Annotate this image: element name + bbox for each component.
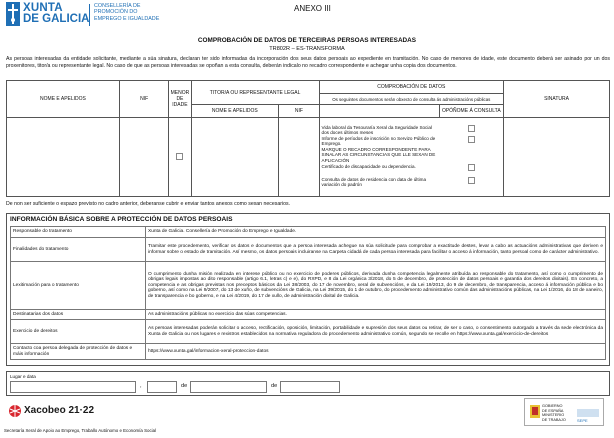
day-separator: de	[181, 383, 188, 389]
minor-cell	[169, 118, 191, 197]
doc-item: Certificado de discapacidade ou dependencia.	[321, 164, 416, 169]
month-field[interactable]	[190, 381, 267, 393]
sepe-label: SEPE	[577, 418, 588, 423]
col-oppose-header: OPÓÑOME Á CONSULTA	[439, 105, 504, 118]
month-separator: de	[271, 383, 278, 389]
info-key: Destinatarias dos datos	[11, 310, 146, 320]
info-value: As administracións públicas no exercicio das súas competencias.	[146, 310, 606, 320]
signature-cell[interactable]	[504, 118, 610, 197]
oppose-checkbox[interactable]	[468, 164, 475, 171]
info-value: As persoas interesadas poderán solicitar o acceso, rectificación, oposición, limitación, portabilidade e supresión dos seus datos ou retirar, de ser o caso, o consentimento outorgado a través da sede electrónica da Xunta de Galicia ou nos lugares e rexistros establecidos na normativa reguladora do procedemento administrativo común, segundo se recolle en https://www.xunta.gal/exercicio-de-dereitos	[146, 320, 606, 344]
spain-shield-icon	[530, 405, 540, 418]
minor-checkbox[interactable]	[176, 153, 183, 160]
page-header	[6, 2, 608, 32]
col-guardian-name-header: NOME E APELIDOS	[191, 105, 279, 118]
page-title: COMPROBACIÓN DE DATOS DE TERCEIRAS PERSOAS INTERESADAS	[197, 37, 417, 44]
oppose-checkbox[interactable]	[468, 125, 475, 132]
sepe-mark	[577, 409, 599, 417]
oppose-checkbox[interactable]	[468, 177, 475, 184]
xacobeo-logo: Xacobeo 21·22	[8, 404, 118, 418]
place-separator: ,	[140, 383, 142, 389]
place-field[interactable]	[10, 381, 136, 393]
col-sign-header: SINATURA	[504, 81, 610, 118]
xacobeo-shell-icon	[8, 404, 22, 418]
col-minor-header: MENOR DE IDADE	[169, 81, 191, 118]
nif-cell[interactable]	[119, 118, 168, 197]
footer-secretaria: Secretaría Xeral de Apoio ao Emprego, Traballo Autónomo e Economía Social	[4, 428, 157, 433]
info-key: Exercicio de dereitos	[11, 320, 146, 344]
intro-paragraph: As persoas interesadas da entidade solicitante, mediante a súa sinatura, declaran ter sido informadas da incorporación dos seus datos persoais ao expediente en tramitación. No caso de menores de idade, este documento deberá ser asinado por un dos proxenitores, titor/a ou representante legal. No caso de que as persoas interesadas se opoñan a esta consulta, deberán indicalo no recadro correspondente e achegar unha copia dos documentos.	[6, 56, 610, 69]
page-subtitle: TR802R – ES-TRANSFORMA	[269, 46, 345, 52]
col-nif-header: NIF	[119, 81, 168, 118]
doc-item: Vida laboral da Tesouraría Xeral da Seguridade Social dos doces últimos meses	[321, 125, 432, 136]
doc-column	[319, 105, 439, 118]
info-key: Responsable do tratamento	[11, 227, 146, 238]
year-field[interactable]	[280, 381, 340, 393]
government-logo	[524, 398, 604, 426]
info-key: Contacto coa persoa delegada de protección de datos e máis información	[11, 344, 146, 360]
data-protection-table	[10, 226, 606, 360]
consent-table	[6, 80, 610, 197]
documents-cell	[319, 118, 504, 197]
day-field[interactable]	[147, 381, 177, 393]
logo-divider	[89, 4, 90, 26]
col-guardian-header: TITOR/A OU REPRESENTANTE LEGAL	[191, 81, 319, 105]
info-value: Xunta de Galicia. Consellería de Promoción do Emprego e Igualdade.	[146, 227, 606, 238]
place-date-box	[6, 371, 610, 396]
government-text: GOBIERNO DE ESPAÑA MINISTERIO DE TRABAJO	[542, 404, 566, 422]
doc-item: Informe de períodos de inscrición no Servizo Público de Emprego.	[321, 136, 436, 147]
info-key: Finalidades do tratamento	[11, 238, 146, 262]
logo-galicia: DE GALICIA	[23, 13, 90, 25]
info-value: Tramitar este procedemento, verificar os datos e documentos que a persoa interesada achegue na súa solicitude para comprobar a exactitude destes, levar a cabo as actuacións administrativas que deriven e informar sobre o estado de tramitación. Así mesmo, os datos persoais incluiranse na Carpeta cidadá de cada persoa interesada para facilitar o acceso á información, tanto persoal como de carácter administrativo.	[146, 238, 606, 262]
doc-item-instruction: MARQUE O RECADRO CORRESPONDENTE PARA SINALAR AS CIRCUNSTANCIAS QUE LLE SEXAN DE APLICACIÓN	[321, 147, 436, 163]
info-key: Lexitimación para o tratamento	[11, 262, 146, 310]
info-value: https://www.xunta.gal/informacion-xeral-proteccion-datos	[146, 344, 606, 360]
logo-xunta: XUNTA	[23, 2, 63, 14]
guardian-nif-cell[interactable]	[279, 118, 319, 197]
info-value: O cumprimento dunha misión realizada en interese público ou no exercicio de poderes públicos, derivada dunha competencia legalmente atribuída ao responsable do tratamento, así como o cumprimento de obrigas legais impostas ao dito responsable (artigo 6.1, letras c) e e), do RXPD, e 8 da Lei orgánica 3/2018, do 5 de decembro, de protección de datos persoais e garantía dos dereitos dixitais). En concreto, a competencia e as obrigas previstas nos preceptos básicos da Lei 38/2003, do 17 de novembro, xeral de subvencións, e da Lei 19/2013, do 9 de decembro, de transparencia, acceso á información pública e bo goberno, así como na Lei 9/2007, do 13 de xuño, de subvencións de Galicia, na Lei 39/2015, do 1 de outubro, do procedemento administrativo común das administracións públicas, na Lei 1/2016, do 18 de xaneiro, de transparencia e bo goberno, e na Lei 4/2019, do 17 de xullo, de administración dixital de Galicia.	[146, 262, 606, 310]
col-guardian-nif-header: NIF	[279, 105, 319, 118]
col-check-subheader: Os seguintes documentos serán obxecto de consulta ás administracións públicas	[319, 94, 504, 105]
name-cell[interactable]	[7, 118, 120, 197]
col-check-header: COMPROBACIÓN DE DATOS	[319, 81, 504, 94]
data-protection-box	[6, 213, 610, 366]
documents-list	[320, 125, 504, 189]
space-note: De non ser suficiente o espazo previsto no cadro anterior, deberanse cubrir e enviar tantos anexos como sexan necesarios.	[6, 201, 291, 207]
data-protection-heading: INFORMACIÓN BÁSICA SOBRE A PROTECCIÓN DE DATOS PERSOAIS	[10, 216, 233, 223]
doc-item: Consulta de datos de residencia con data de última variación do padrón	[321, 177, 426, 188]
department-name: CONSELLERÍA DE PROMOCIÓN DO EMPREGO E IGUALDADE	[94, 3, 160, 22]
annex-label: ANEXO III	[294, 4, 331, 13]
col-name-header: NOME E APELIDOS	[7, 81, 120, 118]
guardian-name-cell[interactable]	[191, 118, 279, 197]
xunta-cross-icon	[6, 2, 20, 26]
place-date-label: Lugar e data	[10, 374, 36, 379]
oppose-checkbox[interactable]	[468, 136, 475, 143]
